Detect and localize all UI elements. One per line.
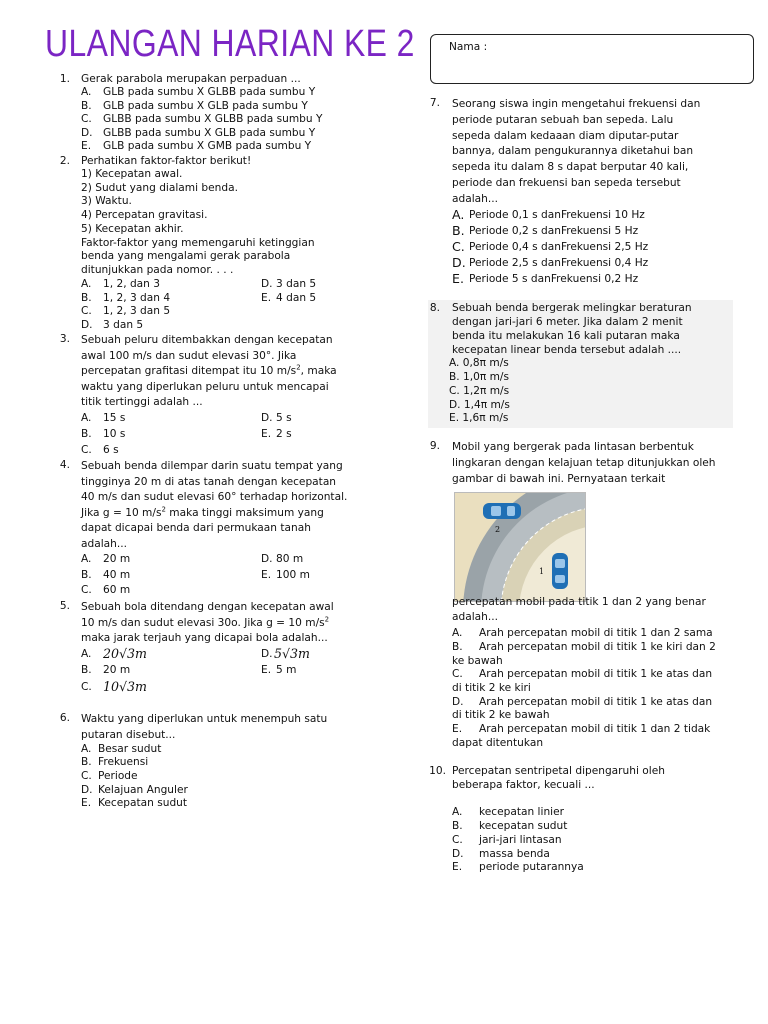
option-text: 5 s [276, 412, 292, 424]
option-text: kecepatan sudut [479, 820, 568, 832]
option-text: Periode 0,2 s danFrekuensi 5 Hz [469, 225, 639, 237]
option-text: Periode 0,1 s danFrekuensi 10 Hz [469, 209, 645, 221]
option-letter: D. [261, 648, 273, 660]
text-line: adalah... [452, 192, 498, 205]
option-text: 1, 2, 3 dan 5 [103, 305, 171, 317]
option-letter: D. [261, 412, 273, 424]
text-line: Mobil yang bergerak pada lintasan berbentuk [452, 441, 694, 453]
option-letter: A. [81, 412, 92, 424]
option-letter: A. [81, 553, 92, 565]
text-line: dapat dicapai benda dari permukaan tanah [81, 522, 311, 535]
option-text: E. 1,6π m/s [449, 412, 509, 424]
option-letter: E. [452, 723, 463, 735]
text-line: Jika g = 10 m/s [81, 506, 162, 519]
option-letter: C. [452, 834, 463, 846]
factor-item: 4) Percepatan gravitasi. [81, 209, 208, 221]
option-letter: D. [81, 319, 93, 331]
option-letter: E. [261, 292, 272, 304]
option-text: ke bawah [452, 655, 503, 667]
name-label: Nama : [449, 41, 488, 53]
option-text: 10√3m [103, 679, 148, 694]
question-text [81, 333, 361, 411]
option-letter: A. [452, 627, 463, 639]
option-text: 80 m [276, 553, 304, 565]
factor-item: 5) Kecepatan akhir. [81, 223, 184, 235]
option-text: di titik 2 ke kiri [452, 682, 531, 694]
option-letter: D. [452, 696, 464, 708]
option-text: GLB pada sumbu X GLB pada sumbu Y [103, 100, 308, 112]
option-letter: C. [81, 305, 92, 317]
text-line: maka jarak terjauh yang dicapai bola adalah... [81, 632, 328, 645]
option-letter: E. [261, 569, 272, 581]
option-letter: E. [81, 140, 92, 152]
option-text: B. 1,0π m/s [449, 371, 510, 383]
option-letter: A. [81, 278, 92, 290]
question-text: Gerak parabola merupakan perpaduan ... [81, 73, 301, 85]
option-letter: C. [81, 444, 92, 456]
option-letter: A. [452, 207, 465, 222]
option-text: 100 m [276, 569, 310, 581]
text-line: adalah... [452, 611, 498, 623]
option-letter: B. [81, 100, 92, 112]
question-text [452, 440, 716, 487]
text-line: 40 m/s dan sudut elevasi 60° terhadap horizontal. [81, 491, 348, 504]
option-text: Periode 2,5 s danFrekuensi 0,4 Hz [469, 257, 649, 269]
question-text: benda yang mengalami gerak parabola [81, 250, 291, 262]
option-text: periode putarannya [479, 861, 584, 873]
text-line: gambar di bawah ini. Pernyataan terkait [452, 472, 666, 485]
question-number: 10. [429, 765, 446, 777]
option-text: Arah percepatan mobil di titik 1 ke atas dan [479, 696, 713, 708]
question-number: 9. [429, 440, 440, 452]
option-text: di titik 2 ke bawah [452, 709, 550, 721]
text-line: 10 m/s dan sudut elevasi 30o. Jika g = 10 m/s [81, 616, 325, 629]
question-number: 1. [59, 73, 70, 85]
option-letter: A. [81, 743, 92, 755]
option-letter: A. [452, 806, 463, 818]
option-text: A. 0,8π m/s [449, 357, 509, 369]
text-line: percepatan mobil pada titik 1 dan 2 yang benar [452, 596, 706, 608]
question-number: 7. [429, 97, 440, 109]
point-2-label: 2 [495, 525, 501, 534]
question-text: Faktor-faktor yang memengaruhi ketinggian [81, 237, 315, 249]
text-line: bannya, dalam pengukurannya diketahui ban [452, 145, 694, 158]
question-number: 6. [59, 712, 70, 724]
text-line: awal 100 m/s dan sudut elevasi 30°. Jika [81, 349, 297, 362]
option-letter: B. [81, 664, 92, 676]
option-text: 5 m [276, 664, 297, 676]
text-line: putaran disebut... [81, 728, 176, 741]
option-text: 3 dan 5 [103, 319, 144, 331]
text-line: periode dan frekuensi ban sepeda tersebut [452, 176, 681, 189]
option-text: Periode [98, 770, 138, 782]
option-text: 3 dan 5 [276, 278, 317, 290]
option-letter: B. [81, 428, 92, 440]
option-text: 6 s [103, 444, 119, 456]
option-letter: D. [261, 553, 273, 565]
option-letter: E. [261, 428, 272, 440]
question-number: 3. [59, 333, 70, 345]
option-letter: B. [452, 820, 463, 832]
option-text: Periode 0,4 s danFrekuensi 2,5 Hz [469, 241, 649, 253]
question-text [81, 600, 361, 647]
text-line: Seorang siswa ingin mengetahui frekuensi dan [452, 98, 701, 110]
text-line: sepeda itu dalam 8 s dapat berputar 40 kali, [452, 161, 689, 174]
option-text: GLB pada sumbu X GLBB pada sumbu Y [103, 86, 316, 98]
text-line: benda itu melakukan 16 kali putaran maka [452, 330, 680, 342]
option-text: GLBB pada sumbu X GLB pada sumbu Y [103, 127, 316, 139]
option-text: Periode 5 s danFrekuensi 0,2 Hz [469, 273, 639, 285]
superscript: 2 [324, 615, 330, 624]
question-number: 8. [429, 302, 440, 314]
superscript: 2 [296, 363, 301, 372]
option-text: jari-jari lintasan [479, 834, 562, 846]
option-text: Besar sudut [98, 743, 162, 755]
option-text: Arah percepatan mobil di titik 1 dan 2 sama [479, 627, 713, 639]
option-letter: E. [452, 861, 463, 873]
text-line: titik tertinggi adalah ... [81, 396, 203, 409]
option-letter: A. [81, 648, 92, 660]
factor-item: 2) Sudut yang dialami benda. [81, 182, 238, 194]
option-text: 4 dan 5 [276, 292, 317, 304]
text-line: Sebuah benda dilempar darin suatu tempat yang [81, 460, 343, 472]
option-text: Arah percepatan mobil di titik 1 dan 2 tidak [479, 723, 711, 735]
option-text: 2 s [276, 428, 292, 440]
text-line: tingginya 20 m di atas tanah dengan kecepatan [81, 475, 337, 488]
text-line: sepeda dalam kedaaan diam diputar-putar [452, 129, 679, 142]
option-letter: C. [452, 668, 463, 680]
question-text [452, 97, 732, 208]
option-letter: C. [81, 584, 92, 596]
question-number: 4. [59, 459, 70, 471]
factor-item: 3) Waktu. [81, 195, 132, 207]
page-title: ULANGAN HARIAN KE 2 [45, 23, 415, 65]
question-text [81, 712, 361, 743]
option-letter: D. [81, 784, 93, 796]
option-letter: D. [261, 278, 273, 290]
option-letter: B. [452, 641, 463, 653]
option-letter: E. [452, 271, 464, 286]
text-line: adalah... [81, 537, 127, 550]
question-text: ditunjukkan pada nomor. . . . [81, 264, 234, 276]
option-text: 20 m [103, 664, 131, 676]
option-text: Kecepatan sudut [98, 797, 188, 809]
option-text: 20√3m [103, 646, 148, 661]
text-line: periode putaran sebuah ban sepeda. Lalu [452, 113, 674, 126]
question-number: 2. [59, 155, 70, 167]
option-text: kecepatan linier [479, 806, 564, 818]
option-text: 1, 2, 3 dan 4 [103, 292, 171, 304]
option-letter: B. [81, 569, 92, 581]
option-text: Arah percepatan mobil di titik 1 ke atas dan [479, 668, 713, 680]
option-letter: C. [81, 770, 92, 782]
superscript: 2 [161, 505, 166, 514]
option-text: GLB pada sumbu X GMB pada sumbu Y [103, 140, 312, 152]
option-letter: A. [81, 86, 92, 98]
option-text: Arah percepatan mobil di titik 1 ke kiri dan 2 [479, 641, 716, 653]
option-letter: D. [81, 127, 93, 139]
option-text: GLBB pada sumbu X GLBB pada sumbu Y [103, 113, 323, 125]
option-letter: C. [81, 681, 92, 693]
text-line: lingkaran dengan kelajuan tetap ditunjukkan oleh [452, 456, 716, 469]
option-text: 15 s [103, 412, 126, 424]
text-line: Sebuah benda bergerak melingkar beraturan [452, 302, 692, 314]
text-line: beberapa faktor, kecuali ... [452, 779, 595, 791]
option-text: 1, 2, dan 3 [103, 278, 160, 290]
option-letter: D. [452, 848, 464, 860]
option-letter: C. [452, 239, 465, 254]
option-letter: D. [452, 255, 466, 270]
option-text: 20 m [103, 553, 131, 565]
question-text: Perhatikan faktor-faktor berikut! [81, 155, 252, 167]
option-text: 40 m [103, 569, 131, 581]
track-illustration [455, 493, 585, 601]
option-text: D. 1,4π m/s [449, 399, 510, 411]
question-text [81, 459, 361, 553]
option-letter: B. [81, 292, 92, 304]
option-text: C. 1,2π m/s [449, 385, 510, 397]
text-line: kecepatan linear benda tersebut adalah .... [452, 344, 682, 356]
question-number: 5. [59, 600, 70, 612]
option-text: Kelajuan Anguler [98, 784, 188, 796]
text-line: waktu yang diperlukan peluru untuk mencapai [81, 380, 329, 393]
option-letter: E. [81, 797, 92, 809]
option-text: Frekuensi [98, 756, 149, 768]
point-1-label: 1 [539, 567, 545, 576]
car-1-icon [552, 553, 568, 589]
factor-item: 1) Kecepatan awal. [81, 168, 183, 180]
text-line: Percepatan sentripetal dipengaruhi oleh [452, 765, 665, 777]
car-2-icon [483, 503, 521, 519]
option-letter: B. [81, 756, 92, 768]
text-line: maka tinggi maksimum yang [165, 506, 324, 519]
option-letter: E. [261, 664, 272, 676]
option-text: 10 s [103, 428, 126, 440]
text-line: Sebuah bola ditendang dengan kecepatan awal [81, 601, 334, 613]
text-line: Sebuah peluru ditembakkan dengan kecepatan [81, 334, 333, 346]
option-text: 60 m [103, 584, 131, 596]
text-line: percepatan grafitasi ditempat itu 10 m/s [81, 365, 297, 378]
option-text: 5√3m [274, 646, 310, 661]
text-line: dengan jari-jari 6 meter. Jika dalam 2 menit [452, 316, 683, 328]
option-letter: B. [452, 223, 465, 238]
text-line: Waktu yang diperlukan untuk menempuh satu [81, 713, 328, 725]
name-box[interactable] [430, 34, 754, 84]
option-text: dapat ditentukan [452, 737, 544, 749]
circular-track-figure [454, 492, 586, 602]
option-letter: C. [81, 113, 92, 125]
text-line: , maka [300, 365, 337, 378]
option-text: massa benda [479, 848, 550, 860]
